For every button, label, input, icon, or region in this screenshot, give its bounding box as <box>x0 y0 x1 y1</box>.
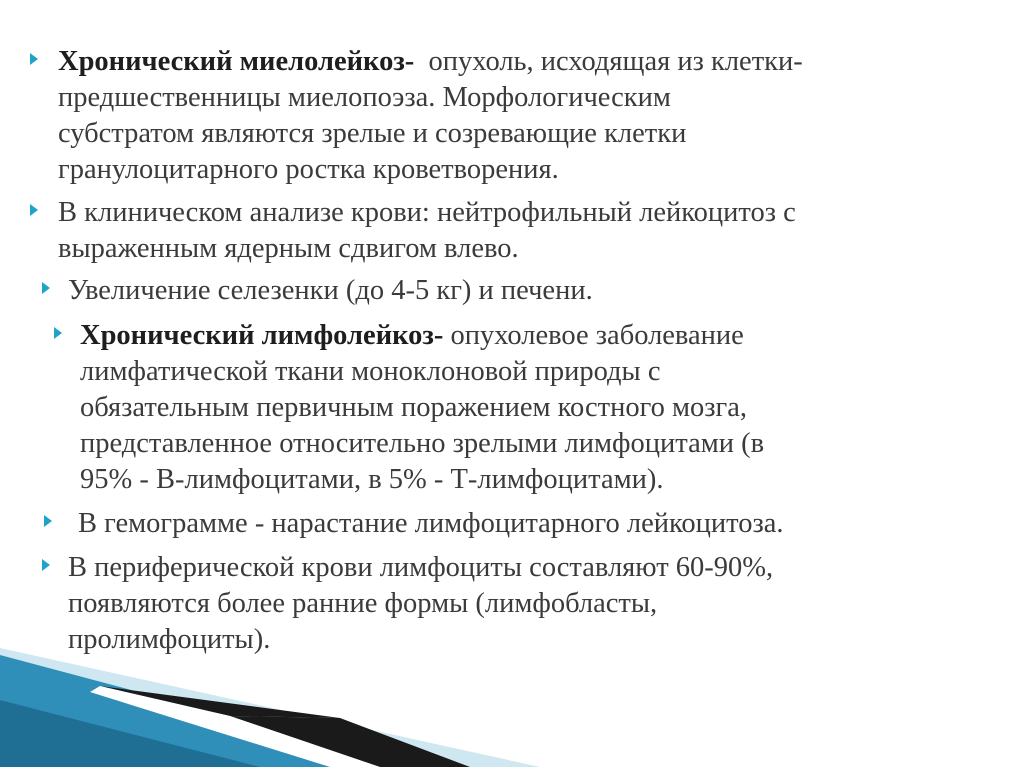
item-1-line-4: гранулоцитарного ростка кроветворения. <box>58 154 559 185</box>
item-2-line-2: выраженным ядерным сдвигом влево. <box>58 233 519 264</box>
item-1-line-3: субстратом являются зрелые и созревающие клетки <box>58 118 687 149</box>
bullet-item-3 <box>68 273 593 309</box>
item-4-line-3: обязательным первичным поражением костного мозга, <box>80 392 747 423</box>
item-1-bold-term: Хронический миелолейкоз- <box>58 46 415 77</box>
item-1-line-2: предшественницы миелопоэза. Морфологическим <box>58 82 671 113</box>
triangle-bullet-icon <box>42 282 50 294</box>
triangle-bullet-icon <box>30 204 38 216</box>
item-5-line-1: В гемограмме - нарастание лимфоцитарного лейкоцитоза. <box>78 508 784 539</box>
triangle-bullet-icon <box>30 53 38 65</box>
triangle-bullet-icon <box>42 559 50 571</box>
bullet-item-6 <box>68 550 773 658</box>
item-4-line-2: лимфатической ткани моноклоновой природы с <box>80 356 661 387</box>
triangle-bullet-icon <box>44 515 52 527</box>
item-4-line-1 <box>80 318 764 354</box>
bullet-item-5 <box>78 506 784 542</box>
bullet-item-2 <box>58 195 796 267</box>
item-4-bold-term: Хронический лимфолейкоз- <box>80 320 444 351</box>
bullet-item-1 <box>58 44 803 188</box>
item-4-line-4: представленное относительно зрелыми лимфоцитами (в <box>80 428 765 459</box>
item-6-line-2: появляются более ранние формы (лимфобласты, <box>68 588 658 619</box>
item-3-line-1: Увеличение селезенки (до 4-5 кг) и печени. <box>68 275 593 306</box>
item-1-line-1 <box>58 44 803 80</box>
item-4-line-5: 95% - В-лимфоцитами, в 5% - Т-лимфоцитами). <box>80 464 664 495</box>
item-2-line-1: В клиническом анализе крови: нейтрофильный лейкоцитоз с <box>58 197 796 228</box>
item-6-line-1: В периферической крови лимфоциты составляют 60-90%, <box>68 552 774 583</box>
item-4-text-1: опухолевое заболевание <box>450 320 744 351</box>
item-1-text-1: опухоль, исходящая из клетки- <box>428 46 803 77</box>
bullet-item-4 <box>80 318 764 498</box>
item-6-line-3: пролимфоциты). <box>68 624 271 655</box>
triangle-bullet-icon <box>54 327 62 339</box>
